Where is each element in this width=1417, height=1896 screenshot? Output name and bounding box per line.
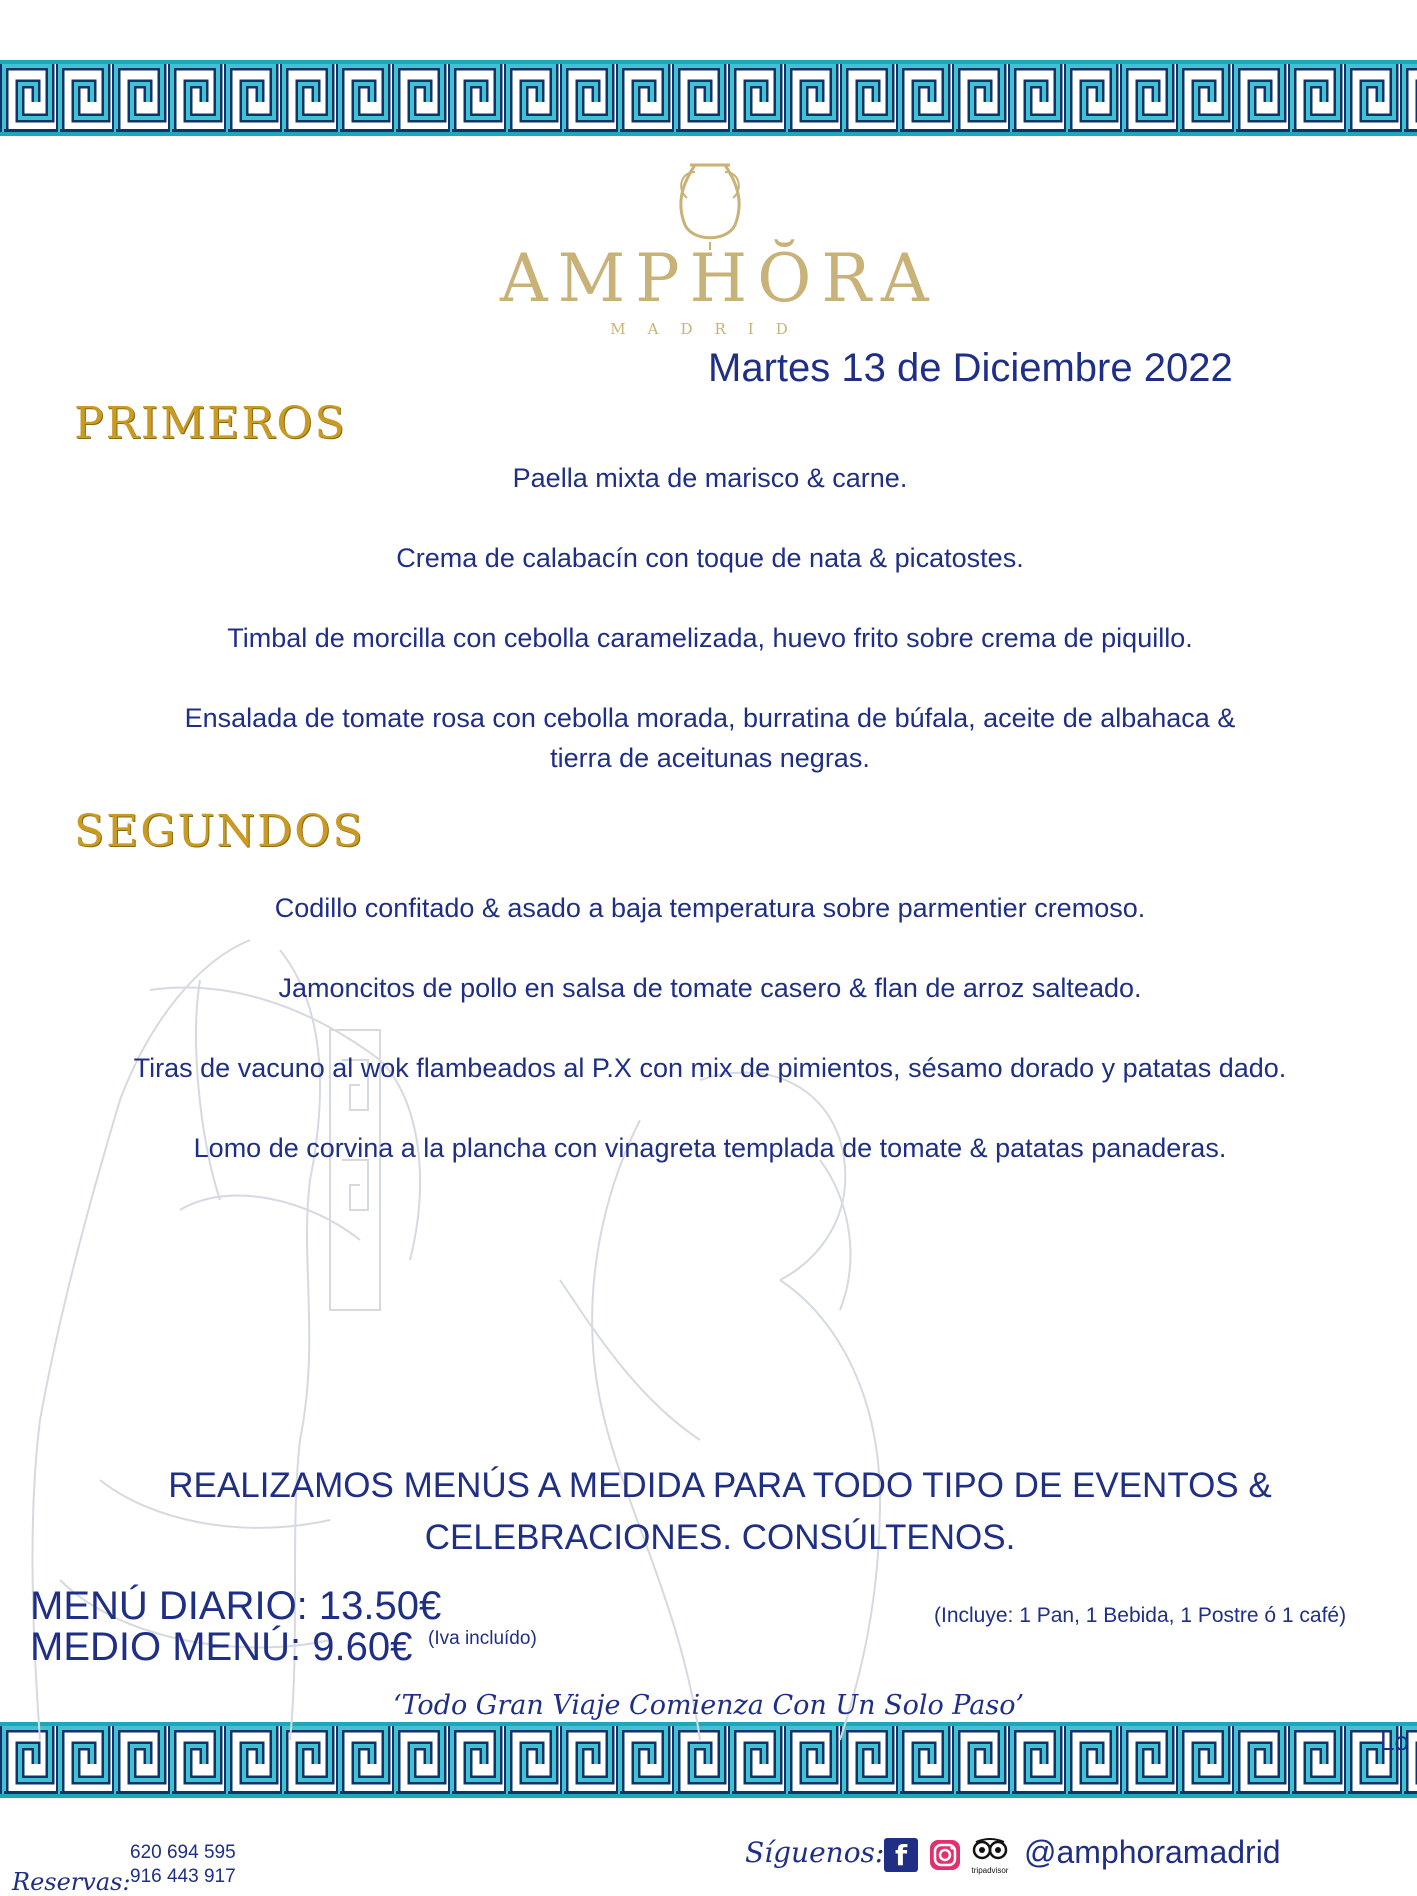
follow-label: Síguenos: [745, 1836, 885, 1869]
brand-city: MADRID [610, 320, 810, 338]
tripadvisor-icon[interactable] [970, 1838, 1010, 1875]
instagram-icon[interactable] [928, 1838, 962, 1872]
dish-item: Crema de calabacín con toque de nata & picatostes. [396, 543, 1024, 573]
owl-eyes-icon [970, 1838, 1010, 1862]
amphora-logo [500, 160, 939, 340]
tripadvisor-label: tripadvisor [971, 1866, 1009, 1875]
tax-note: (Iva incluído) [428, 1628, 537, 1649]
facebook-icon[interactable]: f [884, 1838, 918, 1872]
phone-number: 916 443 917 [130, 1866, 236, 1887]
dish-item: Ensalada de tomate rosa con cebolla morada, burratina de búfala, aceite de albahaca & [184, 703, 1236, 733]
motto: ‘Todo Gran Viaje Comienza Con Un Solo Paso’ [392, 1690, 1025, 1721]
dish-item-continuation: tierra de aceitunas negras. [550, 743, 870, 773]
dish-item: Lomo de corvina a la plancha con vinagreta templada de tomate & patatas panaderas. [193, 1133, 1227, 1163]
events-notice [120, 1460, 1320, 1564]
section-title-primeros: PRIMEROS [74, 398, 347, 449]
greek-key-border-top [0, 58, 1417, 138]
reservas-label: Reservas: [12, 1868, 131, 1896]
dish-item: Codillo confitado & asado a baja temperatura sobre parmentier cremoso. [274, 893, 1146, 923]
dish-item: Timbal de morcilla con cebolla caramelizada, huevo frito sobre crema de piquillo. [227, 623, 1193, 653]
events-line-1: REALIZAMOS MENÚS A MEDIDA PARA TODO TIPO DE EVENTOS & [168, 1466, 1272, 1505]
price-daily-menu: MENÚ DIARIO: 13.50€ [30, 1584, 442, 1628]
social-handle[interactable]: @amphoramadrid [1024, 1834, 1281, 1870]
brand-name: AMPHŎRA [500, 240, 939, 317]
dish-item: Tiras de vacuno al wok flambeados al P.X con mix de pimientos, sésamo dorado y patatas dado. [133, 1053, 1287, 1083]
price-half-menu: MEDIO MENÚ: 9.60€ [30, 1625, 413, 1669]
dish-item: Jamoncitos de pollo en salsa de tomate casero & flan de arroz salteado. [278, 973, 1142, 1003]
cropped-corner-text: Lo [1380, 1726, 1409, 1756]
phone-number: 620 694 595 [130, 1842, 236, 1863]
events-line-2: CELEBRACIONES. CONSÚLTENOS. [424, 1518, 1016, 1557]
menu-includes: (Incluye: 1 Pan, 1 Bebida, 1 Postre ó 1 café) [934, 1604, 1347, 1627]
amphora-vase-icon [665, 160, 755, 250]
section-title-segundos: SEGUNDOS [74, 806, 365, 857]
menu-date: Martes 13 de Diciembre 2022 [708, 346, 1233, 390]
dish-item: Paella mixta de marisco & carne. [512, 463, 908, 493]
